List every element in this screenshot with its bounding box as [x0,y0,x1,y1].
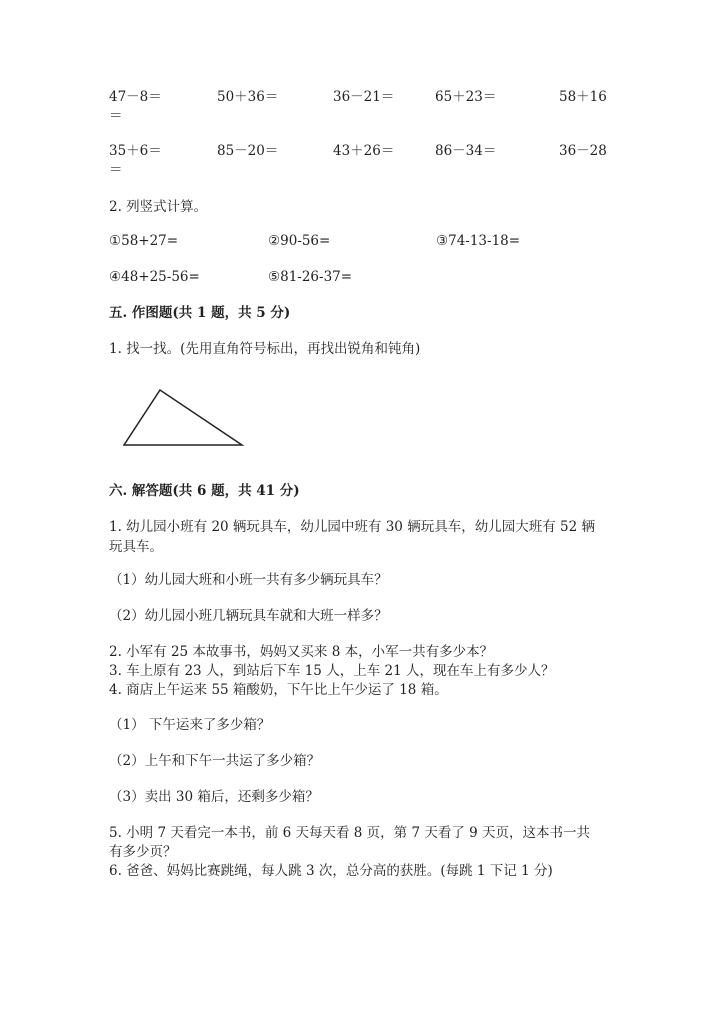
triangle [124,390,242,445]
calc-item: 85－20＝ [217,143,279,159]
sub-question: （3）卖出 30 箱后，还剩多少箱？ [109,789,319,805]
calc-item: 58＋16 [559,89,607,105]
calc-wrap: ＝ [109,162,123,178]
question-text: 玩具车。 [109,539,163,555]
question-text: 1. 幼儿园小班有 20 辆玩具车，幼儿园中班有 30 辆玩具车，幼儿园大班有 52 辆 [109,519,595,535]
question-text: 6. 爸爸、妈妈比赛跳绳，每人跳 3 次，总分高的获胜。(每跳 1 下记 1 分) [109,863,553,879]
sub-question: （2）上午和下午一共运了多少箱？ [109,753,321,769]
calc-item: 43＋26＝ [333,143,395,159]
vertical-calc-item: ④48+25-56= [109,269,200,285]
calc-item: 50＋36＝ [217,89,279,105]
question-text: 有多少页？ [109,844,177,860]
calc-item: 36－21＝ [333,89,395,105]
question-text: 1. 找一找。(先用直角符号标出，再找出锐角和钝角) [109,341,421,357]
calc-wrap: ＝ [109,108,123,124]
sub-question: （2）幼儿园小班几辆玩具车就和大班一样多？ [109,608,388,624]
sub-question: （1）幼儿园大班和小班一共有多少辆玩具车？ [109,572,388,588]
sub-question: （1） 下午运来了多少箱？ [109,717,271,733]
calc-item: 47－8＝ [109,89,162,105]
calc-item: 65＋23＝ [435,89,497,105]
question-text: 5. 小明 7 天看完一本书，前 6 天每天看 8 页，第 7 天看了 9 天页，这本书一共 [109,825,591,841]
vertical-calc-item: ②90-56= [268,233,331,249]
question-text: 2. 小军有 25 本故事书，妈妈又买来 8 本，小军一共有多少本？ [109,644,494,660]
vertical-calc-item: ⑤81-26-37= [268,269,353,285]
question-title: 2. 列竖式计算。 [109,199,208,215]
section-heading: 六. 解答题(共 6 题，共 41 分) [109,483,300,499]
calc-item: 86－34＝ [435,143,497,159]
question-text: 4. 商店上午运来 55 箱酸奶，下午比上午少运了 18 箱。 [109,682,448,698]
calc-item: 36－28 [559,143,607,159]
question-text: 3. 车上原有 23 人，到站后下车 15 人，上车 21 人，现在车上有多少人？ [109,663,555,679]
vertical-calc-item: ③74-13-18= [436,233,521,249]
section-heading: 五. 作图题(共 1 题，共 5 分) [109,305,291,321]
vertical-calc-item: ①58+27= [109,233,179,249]
calc-item: 35＋6＝ [109,143,162,159]
